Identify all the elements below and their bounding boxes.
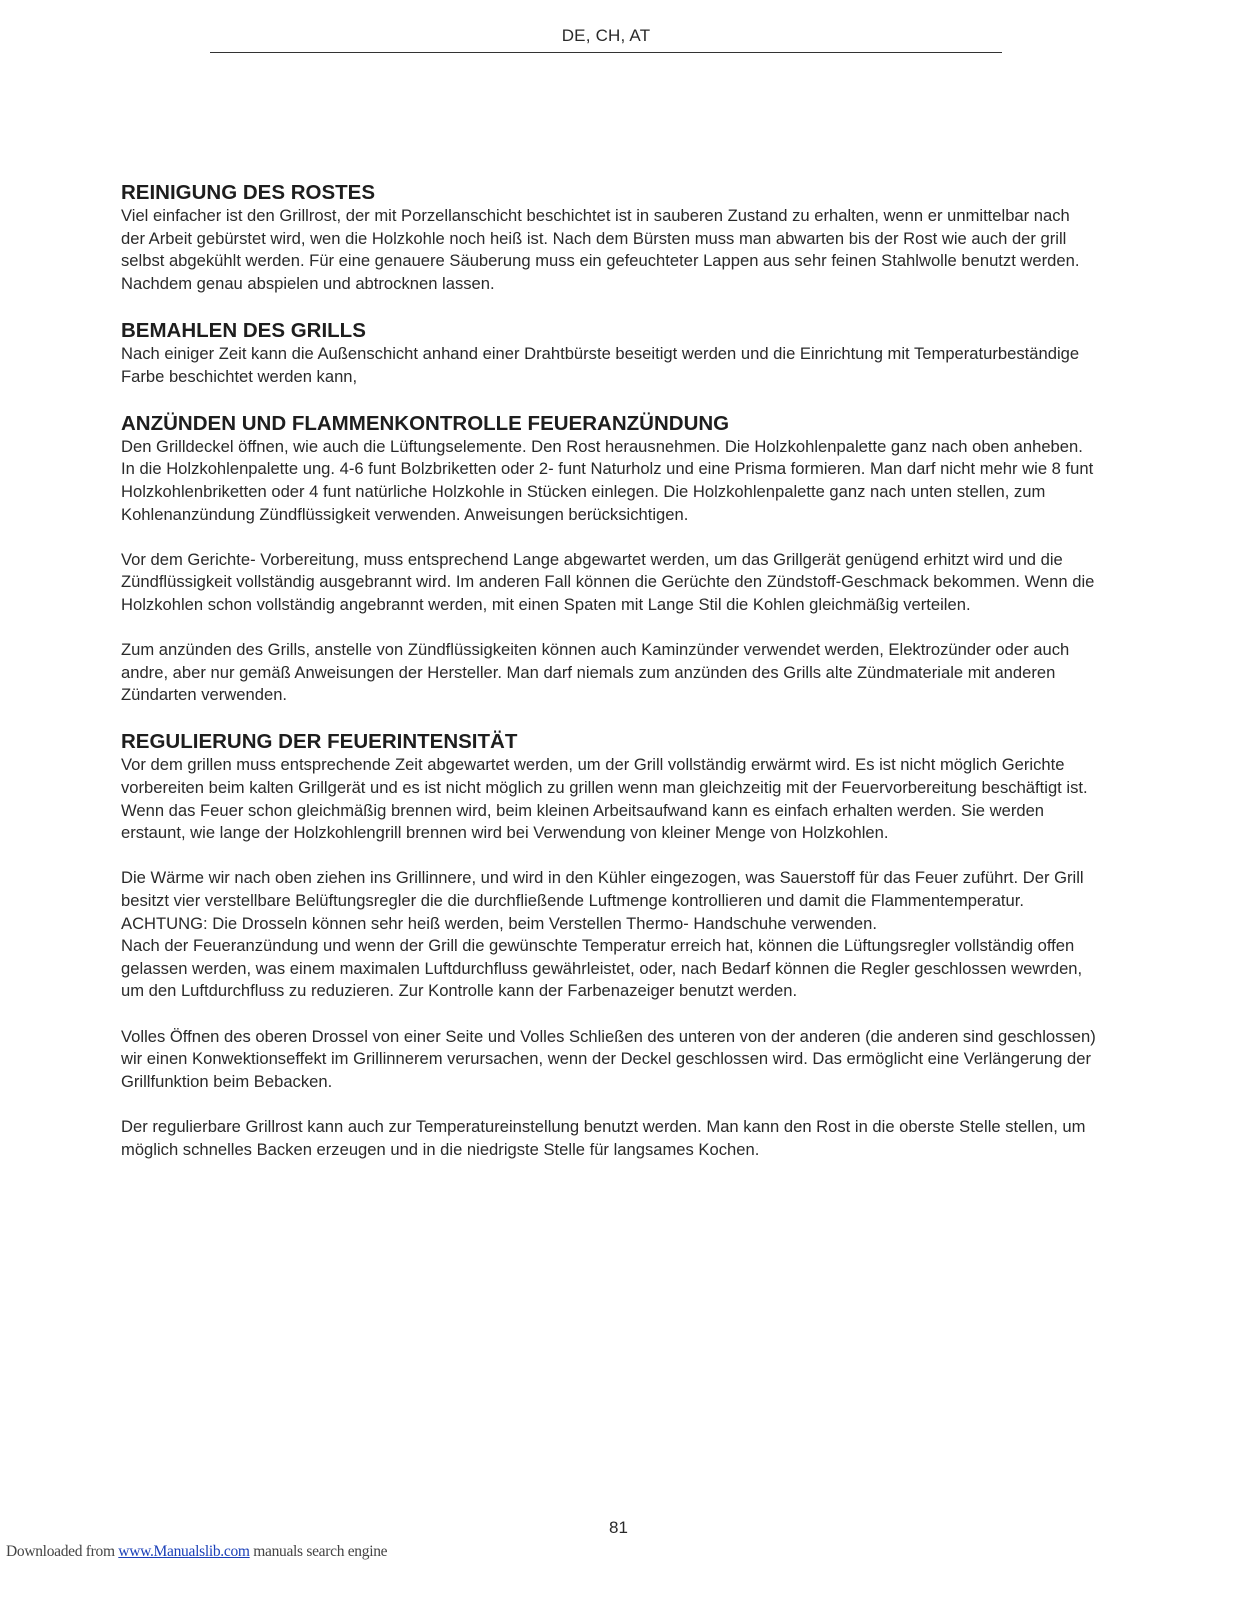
paragraph-anzuenden-3: Zum anzünden des Grills, anstelle von Zündflüssigkeiten können auch Kaminzünder verwendet werden, Elektrozünder oder auch andre, aber nur gemäß Anweisungen der Hersteller. Man darf niemals zum anzünden des Grills alte Zündmateriale mit anderen Zündarten verwenden.	[121, 640, 1070, 705]
spacer	[121, 845, 1096, 868]
section-title-regulierung: REGULIERUNG DER FEUERINTENSITÄT	[121, 730, 518, 754]
download-footer	[6, 1543, 387, 1561]
page-number: 81	[609, 1518, 628, 1537]
paragraph-regulierung-2: Die Wärme wir nach oben ziehen ins Grillinnere, und wird in den Kühler eingezogen, was Sauerstoff für das Feuer zuführt. Der Grill besitzt vier verstellbare Belüftungsregler die die durchfließende Luftmenge kontrollieren und damit die Flammentemperatur. ACHTUNG: Die Drosseln können sehr heiß werden, beim Verstellen Thermo- Handschuhe verwenden.	[121, 868, 1084, 933]
page-header-region: DE, CH, AT	[561, 26, 651, 45]
paragraph-regulierung-4: Volles Öffnen des oberen Drossel von einer Seite und Volles Schließen des unteren von der anderen (die anderen sind geschlossen) wir einen Konwektionseffekt im Grillinnerem verursachen, wenn der Deckel geschlossen wird. Das ermöglicht eine Verlängerung der Grillfunktion beim Bebacken.	[121, 1026, 1096, 1091]
spacer	[121, 388, 1096, 411]
section-title-bemahlen: BEMAHLEN DES GRILLS	[121, 318, 366, 342]
header-divider	[210, 52, 1002, 53]
section-title-anzuenden: ANZÜNDEN UND FLAMMENKONTROLLE FEUERANZÜNDUNG	[121, 411, 730, 435]
paragraph-anzuenden-2: Vor dem Gerichte- Vorbereitung, muss entsprechend Lange abgewartet werden, um das Grillgerät genügend erhitzt wird und die Zündflüssigkeit vollständig ausgebrannt wird. Im anderen Fall können die Gerüchte den Zündstoff-Geschmack bekommen. Wenn die Holzkohlen schon vollständig angebrannt werden, mit einen Spaten mit Lange Stil die Kohlen gleichmäßig verteilen.	[121, 549, 1095, 614]
spacer	[121, 526, 1096, 549]
paragraph-anzuenden-1: Den Grilldeckel öffnen, wie auch die Lüftungselemente. Den Rost herausnehmen. Die Holzkohlenpalette ganz nach oben anheben. In die Holzkohlenpalette ung. 4-6 funt Bolzbriketten oder 2- funt Naturholz und eine Prisma formieren. Man darf nicht mehr wie 8 funt Holzkohlenbriketten oder 4 funt natürliche Holzkohle in Stücken einlegen. Die Holzkohlenpalette ganz nach unten stellen, zum Kohlenanzündung Zündflüssigkeit verwenden. Anweisungen berücksichtigen.	[121, 436, 1094, 524]
spacer	[121, 707, 1096, 730]
spacer	[121, 617, 1096, 640]
manualslib-link[interactable]: www.Manualslib.com	[118, 1543, 250, 1560]
paragraph-regulierung-3: Nach der Feueranzündung und wenn der Grill die gewünschte Temperatur erreich hat, können die Lüftungsregler vollständig offen gelassen werden, was einem maximalen Luftdurchfluss gewährleistet, oder, nach Bedarf können die Regler geschlossen wewrden, um den Luftdurchfluss zu reduzieren. Zur Kontrolle kann der Farbenazeiger benutzt werden.	[121, 936, 1083, 1001]
spacer	[121, 295, 1096, 318]
footer-prefix: Downloaded from	[6, 1543, 119, 1560]
paragraph-regulierung-1: Vor dem grillen muss entsprechende Zeit abgewartet werden, um der Grill vollständig erwärmt wird. Es ist nicht möglich Gerichte vorbereiten beim kalten Grillgerät und es ist nicht möglich zu grillen wenn man gleichzeitig mit der Feuervorbereitung beschäftigt ist. Wenn das Feuer schon gleichmäßig brennen wird, beim kleinen Arbeitsaufwand kann es einfach erhalten werden. Sie werden erstaunt, wie lange der Holzkohlengrill brennen wird bei Verwendung von kleiner Menge von Holzkohlen.	[121, 755, 1088, 843]
paragraph-reinigung: Viel einfacher ist den Grillrost, der mit Porzellanschicht beschichtet ist in sauberen Zustand zu erhalten, wenn er unmittelbar nach der Arbeit gebürstet wird, wen die Holzkohle noch heiß ist. Nach dem Bürsten muss man abwarten bis der Rost wie auch der grill selbst abgekühlt werden. Für eine genauere Säuberung muss ein gefeuchteter Lappen aus sehr feinen Stahlwolle benutzt werden. Nachdem genau abspielen und abtrocknen lassen.	[121, 206, 1080, 293]
paragraph-bemahlen: Nach einiger Zeit kann die Außenschicht anhand einer Drahtbürste beseitigt werden und die Einrichtung mit Temperaturbeständige Farbe beschichtet werden kann,	[121, 343, 1080, 386]
footer-suffix: manuals search engine	[249, 1543, 388, 1560]
spacer	[121, 1003, 1096, 1026]
section-title-reinigung: REINIGUNG DES ROSTES	[121, 181, 376, 204]
spacer	[121, 1093, 1096, 1116]
paragraph-regulierung-5: Der regulierbare Grillrost kann auch zur Temperatureinstellung benutzt werden. Man kann den Rost in die oberste Stelle stellen, um möglich schnelles Backen erzeugen und in die niedrigste Stelle für langsames Kochen.	[121, 1116, 1086, 1159]
page-content	[121, 180, 1096, 1161]
